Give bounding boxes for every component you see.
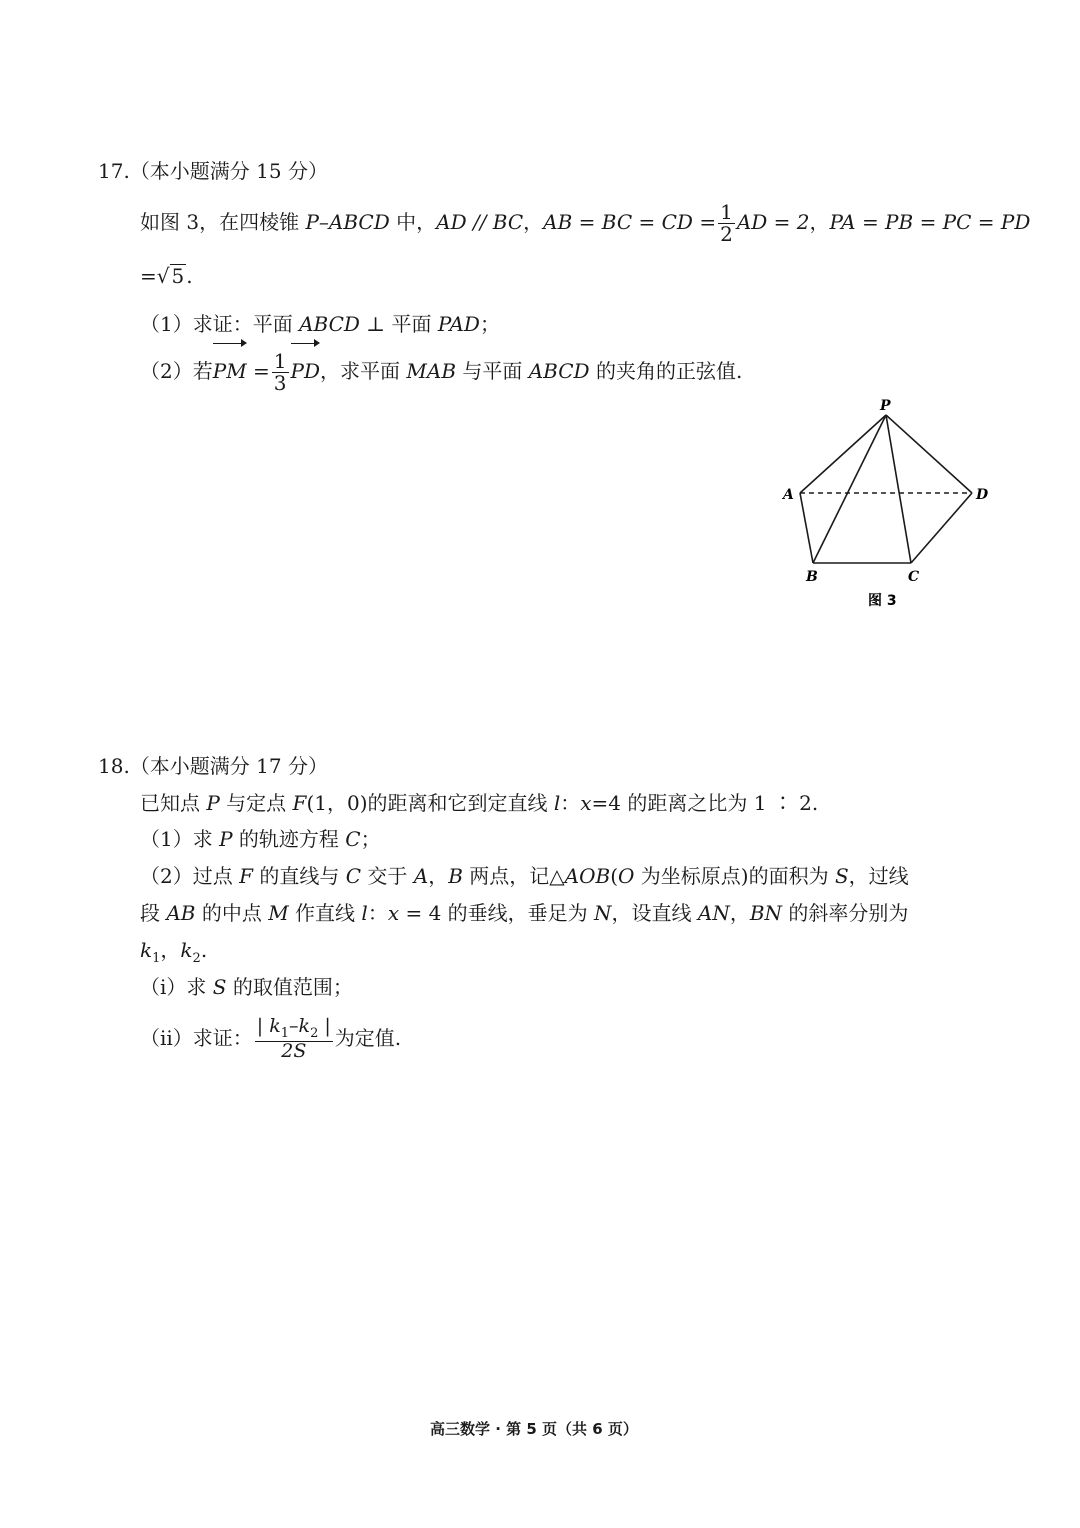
q18-var: l (553, 791, 561, 815)
q18-text: ，设直线 (611, 901, 698, 925)
q17-equal-sides: AB = BC = CD = (543, 210, 717, 234)
q18-var: O (618, 864, 635, 888)
q18-var: P (219, 827, 233, 851)
q18-text: （ⅱ）求证： (140, 1026, 253, 1050)
q18-text: ： (560, 791, 581, 815)
q18-sub1 (140, 971, 353, 1000)
q18-var: A (413, 864, 429, 888)
q17-part1-plane: PAD (437, 312, 480, 336)
q18-var: AN (697, 901, 730, 925)
q17-equal-laterals: PA = PB = PC = PD (829, 210, 1031, 234)
q18-number: 18. (98, 754, 130, 778)
q17-stem-text: ， (523, 210, 544, 234)
edge-pb (813, 415, 886, 563)
q18-var: S (834, 864, 849, 888)
q17-sqrt-value: 5 (171, 264, 185, 288)
slope-k2: k (180, 938, 193, 962)
q17-fraction-half (718, 202, 735, 245)
q17-part1-text: ⊥ 平面 (359, 312, 438, 336)
q18-line1 (140, 787, 818, 816)
q18-text: =4 的距离之比为 1 ∶ 2. (591, 791, 819, 815)
q18-header-line (98, 750, 328, 779)
q18-text: （1）求 (140, 827, 220, 851)
q17-header: （本小题满分 15 分） (129, 159, 328, 183)
q18-var: x (387, 901, 400, 925)
label-p: P (880, 398, 891, 414)
q18-text: 为坐标原点)的面积为 (634, 864, 835, 888)
q18-var: P (206, 791, 220, 815)
q17-part1-plane: ABCD (299, 312, 360, 336)
q18-var: F (292, 791, 307, 815)
q17-stem-text: ， (809, 210, 830, 234)
q17-part1-text: ； (479, 312, 500, 336)
q18-part2-line3 (140, 934, 207, 966)
fraction-numerator: 1 (720, 200, 733, 224)
q18-var: BN (749, 901, 783, 925)
slope-k2: k (298, 1015, 311, 1038)
page-footer: 高三数学 · 第 5 页（共 6 页） (430, 1420, 638, 1438)
q18-text: ， (729, 901, 750, 925)
abs-bar: | (256, 1015, 270, 1038)
q18-text: 的直线与 (252, 864, 346, 888)
q17-fraction-third (272, 351, 289, 394)
q17-stem-text: 中， (389, 210, 437, 234)
q17-part2-text: 与平面 (456, 359, 529, 383)
vector-pd: PD (291, 346, 321, 396)
q18-var: x (580, 791, 592, 815)
q18-var: C (345, 864, 362, 888)
q18-text: = 4 的垂线，垂足为 (399, 901, 595, 925)
q18-var: F (239, 864, 253, 888)
vector-pm: PM (213, 346, 247, 396)
fraction-numerator: 1 (273, 349, 287, 373)
edge-pd (886, 415, 972, 493)
q17-part1-text: （1）求证：平面 (140, 312, 300, 336)
q18-part1 (140, 823, 381, 852)
q18-part2-line1 (140, 860, 909, 889)
q18-fraction (255, 1017, 333, 1061)
q18-text: 的取值范围； (226, 975, 353, 999)
q17-part1 (140, 308, 500, 337)
q18-var: N (594, 901, 612, 925)
q17-part2 (140, 346, 742, 396)
q17-part2-text: ，求平面 (320, 359, 407, 383)
q18-text: (1，0)的距离和它到定直线 (306, 791, 554, 815)
q18-sub2 (140, 1010, 401, 1066)
label-a: A (783, 487, 794, 503)
label-d: D (976, 487, 989, 503)
q18-text: . (200, 938, 208, 962)
q17-pyramid-name: P–ABCD (305, 210, 390, 234)
q18-text: ， (160, 938, 181, 962)
q17-stem-line2 (140, 264, 193, 288)
slope-k1-subscript: 1 (152, 951, 161, 966)
slope-k2-subscript: 2 (310, 1026, 319, 1042)
q18-text: ( (610, 864, 618, 888)
q18-var: l (361, 901, 368, 925)
q18-text: （ⅰ）求 (140, 975, 213, 999)
fraction-numerator (255, 1017, 333, 1041)
q18-text: ，过线 (848, 864, 909, 888)
q17-ad-value: AD = 2 (736, 210, 810, 234)
edge-pa (800, 415, 886, 493)
q17-number: 17. (98, 159, 130, 183)
q17-part2-equals: = (246, 359, 270, 383)
q17-parallel: AD // BC (436, 210, 524, 234)
q18-text: 已知点 (140, 791, 207, 815)
q18-var: AOB (564, 864, 611, 888)
q18-text: ； (360, 827, 381, 851)
edge-cd (911, 493, 972, 563)
q18-text: 的斜率分别为 (782, 901, 909, 925)
q18-var: B (448, 864, 463, 888)
figure-3-pyramid (770, 395, 1000, 615)
q18-text: 段 (140, 901, 167, 925)
minus-sign: – (289, 1015, 299, 1038)
q17-part2-text: （2）若 (140, 359, 213, 383)
q18-text: 为定值. (334, 1026, 402, 1050)
q18-text: ： (367, 901, 388, 925)
q18-var: C (345, 827, 361, 851)
q17-part2-plane: ABCD (528, 359, 590, 383)
fraction-denominator: 2 (720, 222, 733, 246)
edge-ab (800, 493, 813, 563)
edge-pc (886, 415, 911, 563)
fraction-denominator: 3 (273, 371, 287, 395)
slope-k2-subscript: 2 (192, 951, 201, 966)
q18-text: 作直线 (288, 901, 362, 925)
q18-part2-line2 (140, 897, 908, 926)
slope-k1: k (140, 938, 153, 962)
q17-stem-line1 (140, 200, 1030, 245)
q18-var: AB (166, 901, 196, 925)
label-b: B (806, 569, 818, 585)
q18-text: 交于 (361, 864, 414, 888)
q18-text: （2）过点 (140, 864, 240, 888)
abs-bar: | (318, 1015, 331, 1038)
slope-k1-subscript: 1 (280, 1026, 290, 1042)
q18-header: （本小题满分 17 分） (129, 754, 328, 778)
q18-var: M (268, 901, 289, 925)
q18-var: S (212, 975, 227, 999)
fraction-denominator: 2S (281, 1039, 307, 1062)
q18-text: 的轨迹方程 (232, 827, 346, 851)
q17-stem-text: 如图 3，在四棱锥 (140, 210, 306, 234)
q18-text: 两点，记△ (462, 864, 565, 888)
q18-text: 与定点 (219, 791, 293, 815)
q17-part2-text: 的夹角的正弦值. (589, 359, 743, 383)
sqrt-icon: √ (156, 264, 170, 288)
q17-period: . (186, 264, 193, 288)
figure-caption: 图 3 (868, 593, 897, 609)
q17-header-line (98, 155, 328, 184)
label-c: C (908, 569, 920, 585)
slope-k1: k (269, 1015, 281, 1038)
q18-text: ， (428, 864, 449, 888)
q17-equals: = (140, 264, 157, 288)
q18-text: 的中点 (195, 901, 269, 925)
q17-part2-plane: MAB (406, 359, 457, 383)
